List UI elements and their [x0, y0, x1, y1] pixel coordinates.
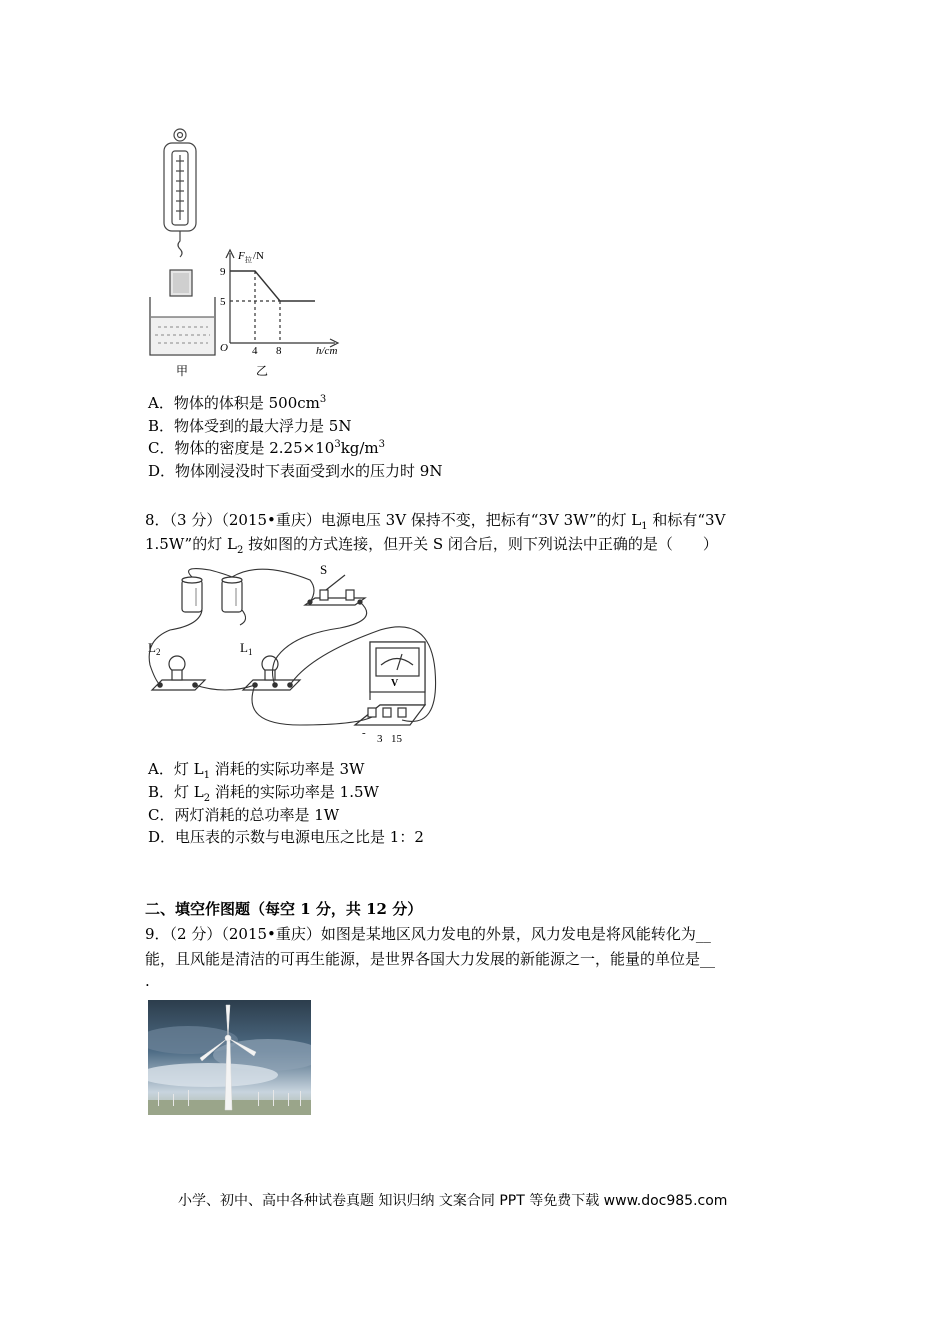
graph-axis-y: F — [238, 250, 245, 262]
terminal-15: 15 — [391, 733, 402, 745]
label-l2: $L_2$ — [148, 640, 161, 657]
section-heading: 二、填空作图题（每空 1 分，共 12 分） — [145, 900, 423, 918]
q9-stem-line1: 9．（2 分）（2015•重庆）如图是某地区风力发电的外景，风力发电是将风能转化为__ — [145, 925, 711, 943]
block-icon — [170, 270, 192, 296]
lamp-l1-icon — [243, 656, 300, 690]
q8-option-c: C．两灯消耗的总功率是 1W — [148, 806, 340, 824]
graph-axis-y-unit: /N — [253, 250, 264, 262]
q9-stem-line3: . — [145, 972, 150, 990]
q7-option-a: A．物体的体积是 $500cm^3$ — [148, 394, 327, 412]
graph-axis-y-sub: 拉 — [245, 256, 252, 264]
label-jia: 甲 — [176, 364, 189, 378]
q7-option-c: C．物体的密度是 $2.25\times 10^3kg/m^3$ — [148, 439, 386, 457]
q8-option-b: B．灯 $L_2$ 消耗的实际功率是 1.5W — [148, 783, 379, 804]
spring-scale-icon — [164, 129, 196, 257]
q8-stem-line2: 1.5W”的灯 $L_2$ 按如图的方式连接，但开关 S 闭合后，则下列说法中正确的是（ ） — [145, 535, 718, 556]
q8-circuit-figure — [140, 560, 445, 750]
graph-axis-x: h/cm — [316, 345, 338, 357]
q8-option-d: D．电压表的示数与电源电压之比是 1：2 — [148, 828, 424, 846]
voltmeter-label: V — [391, 678, 399, 689]
label-yi: 乙 — [256, 364, 269, 378]
tick-y-5: 5 — [220, 296, 226, 308]
graph-origin: O — [220, 342, 228, 354]
q7-figure — [140, 125, 360, 380]
beaker-icon — [150, 297, 215, 355]
q8-option-a: A．灯 $L_1$ 消耗的实际功率是 3W — [148, 760, 365, 781]
q7-option-b: B．物体受到的最大浮力是 5N — [148, 417, 352, 435]
q7-graph — [226, 250, 338, 347]
battery-icon — [182, 577, 242, 612]
label-switch: S — [320, 562, 328, 577]
tick-x-4: 4 — [252, 345, 258, 357]
terminal-minus: - — [362, 727, 366, 739]
terminal-3: 3 — [377, 733, 383, 745]
q8-stem-line1: 8．（3 分）（2015•重庆）电源电压 3V 保持不变，把标有“3V 3W”的灯 $L_1$ 和标有“3V — [145, 511, 726, 532]
tick-y-9: 9 — [220, 266, 226, 278]
voltmeter-icon — [355, 642, 425, 725]
q7-option-d: D．物体刚浸没时下表面受到水的压力时 9N — [148, 462, 443, 480]
label-l1: $L_1$ — [240, 640, 253, 657]
tick-x-8: 8 — [276, 345, 282, 357]
wind-turbine-photo — [148, 1000, 311, 1115]
q9-stem-line2: 能，且风能是清洁的可再生能源，是世界各国大力发展的新能源之一，能量的单位是__ — [145, 950, 716, 968]
footer-text: 小学、初中、高中各种试卷真题 知识归纳 文案合同 PPT 等免费下载 www.doc985.com — [178, 1193, 728, 1209]
